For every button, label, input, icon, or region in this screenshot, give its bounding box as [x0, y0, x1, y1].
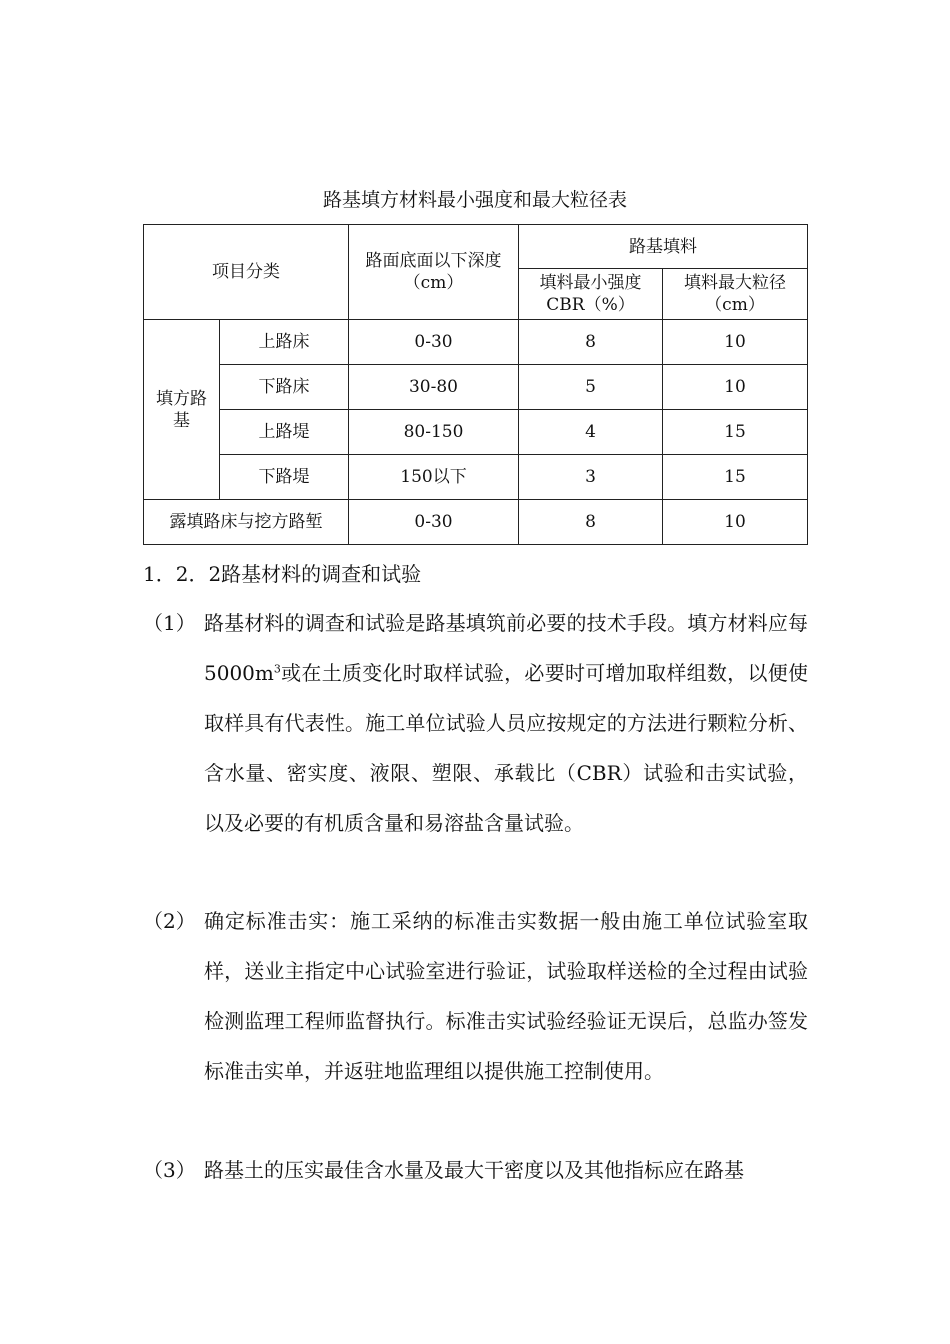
paragraph-body: 确定标准击实：施工采纳的标准击实数据一般由施工单位试验室取样，送业主指定中心试验室进行验证，试验取样送检的全过程由试验检测监理工程师监督执行。标准击实试验经验证无误后，总监办签发标准击实单，并返驻地监理组以提供施工控制使用。 [204, 909, 808, 1083]
group-label: 填方路基 [144, 320, 220, 500]
header-min-strength: 填料最小强度CBR（%） [519, 269, 663, 320]
cbr-cell: 4 [519, 410, 663, 455]
paragraph-text: 路基材料的调查和试验是路基填筑前必要的技术手段。填方材料应每5000m [204, 611, 808, 685]
table-row [144, 500, 808, 545]
paragraph-number: （1） [143, 611, 196, 635]
depth-cell: 0-30 [349, 320, 519, 365]
last-row-label: 露填路床与挖方路堑 [144, 500, 349, 545]
table-row [144, 455, 808, 500]
table-row [144, 320, 808, 365]
size-cell: 10 [663, 365, 808, 410]
section-heading: 1．2．2路基材料的调查和试验 [143, 562, 422, 586]
layer-cell: 上路堤 [220, 410, 349, 455]
fill-material-table [143, 224, 808, 545]
depth-cell: 30-80 [349, 365, 519, 410]
depth-cell: 150以下 [349, 455, 519, 500]
depth-cell: 80-150 [349, 410, 519, 455]
paragraph-1 [143, 598, 808, 848]
layer-cell: 下路床 [220, 365, 349, 410]
table-row [144, 410, 808, 455]
header-category: 项目分类 [144, 225, 349, 320]
table-row [144, 365, 808, 410]
header-fill-group: 路基填料 [519, 225, 808, 269]
paragraph-3 [143, 1145, 808, 1195]
table-title: 路基填方材料最小强度和最大粒径表 [322, 189, 627, 211]
paragraph-text: 或在土质变化时取样试验，必要时可增加取样组数，以便使取样具有代表性。施工单位试验人员应按规定的方法进行颗粒分析、含水量、密实度、液限、塑限、承载比（CBR）试验和击实试验，以及必要的有机质含量和易溶盐含量试验。 [204, 661, 808, 835]
depth-cell: 0-30 [349, 500, 519, 545]
cbr-cell: 5 [519, 365, 663, 410]
size-cell: 15 [663, 455, 808, 500]
paragraph-number: （2） [143, 909, 196, 933]
size-cell: 15 [663, 410, 808, 455]
layer-cell: 上路床 [220, 320, 349, 365]
paragraph-body: 路基土的压实最佳含水量及最大干密度以及其他指标应在路基 [204, 1158, 744, 1182]
paragraph-number: （3） [143, 1158, 196, 1182]
paragraph-body [204, 598, 808, 848]
cbr-cell: 8 [519, 320, 663, 365]
cbr-cell: 3 [519, 455, 663, 500]
superscript: 3 [273, 662, 281, 676]
cbr-cell: 8 [519, 500, 663, 545]
paragraph-2 [143, 896, 808, 1096]
header-depth: 路面底面以下深度（cm） [349, 225, 519, 320]
header-max-size: 填料最大粒径（cm） [663, 269, 808, 320]
size-cell: 10 [663, 500, 808, 545]
layer-cell: 下路堤 [220, 455, 349, 500]
size-cell: 10 [663, 320, 808, 365]
